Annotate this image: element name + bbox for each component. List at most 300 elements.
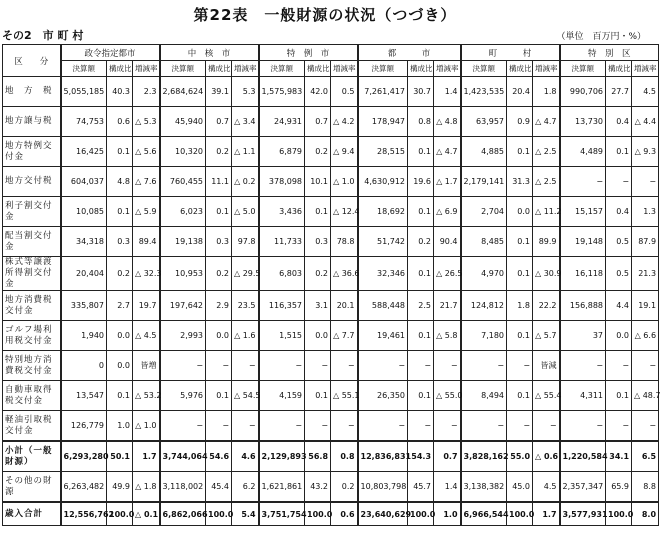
table-cell: △ 4.7 bbox=[434, 137, 461, 167]
table-cell: 16,118 bbox=[560, 257, 606, 291]
table-cell: △ 4.4 bbox=[632, 107, 659, 137]
header-group: 特 別 区 bbox=[560, 45, 659, 61]
table-cell: 4.6 bbox=[232, 441, 259, 472]
header-group: 町 村 bbox=[461, 45, 560, 61]
table-cell: 0.2 bbox=[206, 257, 232, 291]
row-label: 地 方 税 bbox=[3, 77, 61, 107]
table-cell: 5.3 bbox=[232, 77, 259, 107]
table-cell: 1.4 bbox=[434, 77, 461, 107]
table-cell: 19.6 bbox=[408, 167, 434, 197]
table-cell: 8,494 bbox=[461, 381, 507, 411]
header-subcolumn: 増減率 bbox=[434, 61, 461, 77]
table-cell: 27.7 bbox=[606, 77, 632, 107]
table-cell: 37 bbox=[560, 321, 606, 351]
table-cell: 6,966,544 bbox=[461, 502, 507, 526]
table-cell: 156,888 bbox=[560, 291, 606, 321]
table-cell: 1,515 bbox=[259, 321, 305, 351]
table-cell: 3,118,002 bbox=[160, 472, 206, 503]
table-row bbox=[3, 381, 659, 411]
table-cell: 3,744,064 bbox=[160, 441, 206, 472]
table-cell: 19,148 bbox=[560, 227, 606, 257]
table-cell: 0.4 bbox=[606, 107, 632, 137]
table-cell: − bbox=[232, 351, 259, 381]
table-cell: 21.7 bbox=[434, 291, 461, 321]
table-cell: 1.0 bbox=[434, 502, 461, 526]
table-cell: 54.6 bbox=[206, 441, 232, 472]
table-cell: 13,547 bbox=[61, 381, 107, 411]
table-cell: 0.1 bbox=[206, 197, 232, 227]
table-cell: 197,642 bbox=[160, 291, 206, 321]
table-cell: △ 0.6 bbox=[533, 441, 560, 472]
table-cell: 23,640,629 bbox=[358, 502, 408, 526]
table-cell: △ 4.2 bbox=[331, 107, 358, 137]
table-cell: △ 0.1 bbox=[133, 502, 160, 526]
row-label: 軽油引取税交付金 bbox=[3, 411, 61, 442]
header-subcolumn: 構成比 bbox=[206, 61, 232, 77]
table-cell: 20,404 bbox=[61, 257, 107, 291]
table-cell: △ 5.9 bbox=[133, 197, 160, 227]
table-cell: 1,423,535 bbox=[461, 77, 507, 107]
table-cell: △ 1.6 bbox=[232, 321, 259, 351]
table-cell: 1.3 bbox=[632, 197, 659, 227]
table-cell: 378,098 bbox=[259, 167, 305, 197]
table-cell: 0.0 bbox=[507, 197, 533, 227]
table-cell: 4,885 bbox=[461, 137, 507, 167]
table-row bbox=[3, 291, 659, 321]
table-cell: 51,742 bbox=[358, 227, 408, 257]
table-cell: 0.2 bbox=[305, 257, 331, 291]
table-cell: 0.4 bbox=[606, 197, 632, 227]
table-cell: 10,085 bbox=[61, 197, 107, 227]
table-cell: − bbox=[358, 411, 408, 442]
table-cell: 6.2 bbox=[232, 472, 259, 503]
table-cell: 19,138 bbox=[160, 227, 206, 257]
table-cell: − bbox=[606, 351, 632, 381]
table-cell: 0.1 bbox=[408, 197, 434, 227]
table-cell: △ 32.3 bbox=[133, 257, 160, 291]
table-cell: 56.8 bbox=[305, 441, 331, 472]
row-label: 地方特例交付金 bbox=[3, 137, 61, 167]
table-cell: △ 5.7 bbox=[533, 321, 560, 351]
table-cell: 8.8 bbox=[632, 472, 659, 503]
table-cell: 1.7 bbox=[533, 502, 560, 526]
table-header bbox=[3, 45, 659, 77]
table-cell: − bbox=[206, 411, 232, 442]
table-cell: 0.1 bbox=[606, 381, 632, 411]
table-cell: − bbox=[606, 411, 632, 442]
table-cell: 100.0 bbox=[606, 502, 632, 526]
table-cell: 23.5 bbox=[232, 291, 259, 321]
table-cell: 皆減 bbox=[533, 351, 560, 381]
table-cell: 0.5 bbox=[606, 227, 632, 257]
table-cell: 74,753 bbox=[61, 107, 107, 137]
table-cell: 87.9 bbox=[632, 227, 659, 257]
table-cell: − bbox=[305, 411, 331, 442]
table-cell: 34.1 bbox=[606, 441, 632, 472]
table-cell: − bbox=[560, 167, 606, 197]
table-cell: 皆増 bbox=[133, 351, 160, 381]
table-cell: 49.9 bbox=[107, 472, 133, 503]
table-row bbox=[3, 77, 659, 107]
table-cell: − bbox=[305, 351, 331, 381]
table-cell: 2,179,141 bbox=[461, 167, 507, 197]
table-cell: 15,157 bbox=[560, 197, 606, 227]
table-cell: 42.0 bbox=[305, 77, 331, 107]
header-subcolumn: 増減率 bbox=[632, 61, 659, 77]
table-cell: 4,159 bbox=[259, 381, 305, 411]
header-subcolumn: 決算額 bbox=[259, 61, 305, 77]
table-cell: △ 9.4 bbox=[331, 137, 358, 167]
general-revenue-table bbox=[2, 44, 659, 526]
table-cell: 4,489 bbox=[560, 137, 606, 167]
table-cell: 19.1 bbox=[632, 291, 659, 321]
table-cell: 2.9 bbox=[206, 291, 232, 321]
table-cell: 0.1 bbox=[507, 227, 533, 257]
table-cell: 2,357,347 bbox=[560, 472, 606, 503]
table-cell: − bbox=[259, 411, 305, 442]
table-cell: 2,704 bbox=[461, 197, 507, 227]
header-subcolumn: 増減率 bbox=[232, 61, 259, 77]
table-cell: 1.8 bbox=[507, 291, 533, 321]
table-cell: 31.3 bbox=[507, 167, 533, 197]
table-cell: 4.5 bbox=[632, 77, 659, 107]
table-cell: 28,515 bbox=[358, 137, 408, 167]
table-row bbox=[3, 257, 659, 291]
table-cell: 10.1 bbox=[305, 167, 331, 197]
table-cell: 65.9 bbox=[606, 472, 632, 503]
table-cell: − bbox=[461, 351, 507, 381]
table-cell: 0.1 bbox=[206, 381, 232, 411]
table-cell: △ 2.5 bbox=[533, 137, 560, 167]
table-cell: △ 4.7 bbox=[533, 107, 560, 137]
table-cell: 0.3 bbox=[206, 227, 232, 257]
table-cell: 54.3 bbox=[408, 441, 434, 472]
table-cell: 40.3 bbox=[107, 77, 133, 107]
table-cell: 1.0 bbox=[107, 411, 133, 442]
table-cell: 6,803 bbox=[259, 257, 305, 291]
table-cell: 2,684,624 bbox=[160, 77, 206, 107]
table-cell: 18,692 bbox=[358, 197, 408, 227]
table-cell: 8.0 bbox=[632, 502, 659, 526]
table-cell: △ 1.7 bbox=[434, 167, 461, 197]
table-cell: △ 5.8 bbox=[434, 321, 461, 351]
table-cell: 0.6 bbox=[331, 502, 358, 526]
table-body bbox=[3, 77, 659, 526]
table-cell: 0.1 bbox=[107, 381, 133, 411]
table-cell: 0.6 bbox=[107, 107, 133, 137]
table-cell: 3,138,382 bbox=[461, 472, 507, 503]
table-cell: 100.0 bbox=[107, 502, 133, 526]
table-cell: 5,976 bbox=[160, 381, 206, 411]
table-cell: △ 9.3 bbox=[632, 137, 659, 167]
table-cell: − bbox=[560, 411, 606, 442]
table-cell: △ 30.9 bbox=[533, 257, 560, 291]
table-cell: 90.4 bbox=[434, 227, 461, 257]
table-cell: 3.1 bbox=[305, 291, 331, 321]
table-cell: − bbox=[632, 167, 659, 197]
table-cell: △ 1.0 bbox=[331, 167, 358, 197]
table-cell: 0.5 bbox=[606, 257, 632, 291]
table-cell: 4.4 bbox=[606, 291, 632, 321]
table-cell: 32,346 bbox=[358, 257, 408, 291]
table-row bbox=[3, 502, 659, 526]
table-cell: − bbox=[560, 351, 606, 381]
table-row bbox=[3, 321, 659, 351]
row-label: 地方譲与税 bbox=[3, 107, 61, 137]
table-cell: 97.8 bbox=[232, 227, 259, 257]
table-cell: 1,621,861 bbox=[259, 472, 305, 503]
table-cell: 4,630,912 bbox=[358, 167, 408, 197]
table-cell: − bbox=[206, 351, 232, 381]
table-cell: 12,556,762 bbox=[61, 502, 107, 526]
table-cell: 30.7 bbox=[408, 77, 434, 107]
table-cell: 0.0 bbox=[107, 321, 133, 351]
table-cell: − bbox=[358, 351, 408, 381]
table-cell: △ 5.0 bbox=[232, 197, 259, 227]
header-group: 中 核 市 bbox=[160, 45, 259, 61]
table-cell: 0.1 bbox=[408, 381, 434, 411]
table-cell: 2.3 bbox=[133, 77, 160, 107]
table-cell: △ 6.9 bbox=[434, 197, 461, 227]
table-cell: 0.3 bbox=[305, 227, 331, 257]
table-cell: 2,993 bbox=[160, 321, 206, 351]
table-cell: 3,751,754 bbox=[259, 502, 305, 526]
row-label: 利子割交付金 bbox=[3, 197, 61, 227]
table-cell: − bbox=[160, 351, 206, 381]
table-cell: △ 2.5 bbox=[533, 167, 560, 197]
table-cell: 0.1 bbox=[507, 257, 533, 291]
table-cell: 43.2 bbox=[305, 472, 331, 503]
table-cell: △ 7.6 bbox=[133, 167, 160, 197]
table-cell: 100.0 bbox=[305, 502, 331, 526]
row-label: 自動車取得税交付金 bbox=[3, 381, 61, 411]
table-cell: 0.3 bbox=[107, 227, 133, 257]
header-group: 特 例 市 bbox=[259, 45, 358, 61]
table-cell: 100.0 bbox=[408, 502, 434, 526]
table-row bbox=[3, 472, 659, 503]
table-cell: − bbox=[259, 351, 305, 381]
table-cell: − bbox=[160, 411, 206, 442]
table-subtitle: その2 市 町 村 bbox=[2, 29, 84, 42]
header-subcolumn: 決算額 bbox=[160, 61, 206, 77]
table-cell: 1.4 bbox=[434, 472, 461, 503]
table-cell: 178,947 bbox=[358, 107, 408, 137]
table-cell: 990,706 bbox=[560, 77, 606, 107]
table-cell: 1.7 bbox=[133, 441, 160, 472]
table-cell: 116,357 bbox=[259, 291, 305, 321]
table-cell: 4.8 bbox=[107, 167, 133, 197]
table-cell: 89.4 bbox=[133, 227, 160, 257]
table-cell: 13,730 bbox=[560, 107, 606, 137]
table-cell: 50.1 bbox=[107, 441, 133, 472]
table-cell: 20.1 bbox=[331, 291, 358, 321]
table-cell: 21.3 bbox=[632, 257, 659, 291]
table-row bbox=[3, 411, 659, 442]
table-cell: △ 11.2 bbox=[533, 197, 560, 227]
table-cell: 4,311 bbox=[560, 381, 606, 411]
row-label: 地方消費税交付金 bbox=[3, 291, 61, 321]
table-cell: △ 29.5 bbox=[232, 257, 259, 291]
table-cell: 5,055,185 bbox=[61, 77, 107, 107]
table-cell: △ 4.5 bbox=[133, 321, 160, 351]
table-cell: △ 55.0 bbox=[434, 381, 461, 411]
table-cell: △ 4.8 bbox=[434, 107, 461, 137]
table-cell: 0.9 bbox=[507, 107, 533, 137]
table-cell: 3,828,162 bbox=[461, 441, 507, 472]
row-label: ゴルフ場利用税交付金 bbox=[3, 321, 61, 351]
table-cell: 3,577,931 bbox=[560, 502, 606, 526]
header-subcolumn: 構成比 bbox=[507, 61, 533, 77]
table-row bbox=[3, 107, 659, 137]
table-cell: 16,425 bbox=[61, 137, 107, 167]
table-cell: 335,807 bbox=[61, 291, 107, 321]
table-cell: △ 54.5 bbox=[232, 381, 259, 411]
table-cell: 0.1 bbox=[305, 197, 331, 227]
header-subcolumn: 増減率 bbox=[331, 61, 358, 77]
table-cell: 100.0 bbox=[206, 502, 232, 526]
table-cell: 6,023 bbox=[160, 197, 206, 227]
row-label: 小計（一般財源） bbox=[3, 441, 61, 472]
table-cell: △ 3.4 bbox=[232, 107, 259, 137]
table-cell: 7,261,417 bbox=[358, 77, 408, 107]
table-row bbox=[3, 137, 659, 167]
table-cell: 55.0 bbox=[507, 441, 533, 472]
table-cell: △ 55.1 bbox=[331, 381, 358, 411]
table-cell: − bbox=[331, 411, 358, 442]
table-cell: 0 bbox=[61, 351, 107, 381]
table-row bbox=[3, 351, 659, 381]
header-category: 区 分 bbox=[3, 45, 61, 77]
table-cell: 89.9 bbox=[533, 227, 560, 257]
table-cell: 2.7 bbox=[107, 291, 133, 321]
table-cell: 0.5 bbox=[331, 77, 358, 107]
table-cell: 0.2 bbox=[305, 137, 331, 167]
table-cell: △ 5.6 bbox=[133, 137, 160, 167]
table-cell: 1,575,983 bbox=[259, 77, 305, 107]
table-cell: 34,318 bbox=[61, 227, 107, 257]
header-group: 都 市 bbox=[358, 45, 461, 61]
table-cell: 0.7 bbox=[305, 107, 331, 137]
table-cell: 1,940 bbox=[61, 321, 107, 351]
table-cell: − bbox=[632, 411, 659, 442]
table-cell: 6,263,482 bbox=[61, 472, 107, 503]
table-cell: − bbox=[408, 351, 434, 381]
table-cell: − bbox=[232, 411, 259, 442]
table-cell: △ 55.4 bbox=[533, 381, 560, 411]
table-cell: 0.1 bbox=[408, 321, 434, 351]
table-cell: 11.1 bbox=[206, 167, 232, 197]
table-cell: 0.2 bbox=[206, 137, 232, 167]
table-cell: 39.1 bbox=[206, 77, 232, 107]
table-cell: − bbox=[507, 411, 533, 442]
table-cell: 4.5 bbox=[533, 472, 560, 503]
header-subcolumn: 増減率 bbox=[533, 61, 560, 77]
table-cell: 22.2 bbox=[533, 291, 560, 321]
header-subcolumn: 決算額 bbox=[61, 61, 107, 77]
table-cell: − bbox=[606, 167, 632, 197]
table-cell: − bbox=[632, 351, 659, 381]
table-cell: 2.5 bbox=[408, 291, 434, 321]
table-cell: 45.0 bbox=[507, 472, 533, 503]
table-cell: 2,129,893 bbox=[259, 441, 305, 472]
table-cell: 20.4 bbox=[507, 77, 533, 107]
table-cell: − bbox=[507, 351, 533, 381]
table-cell: 45,940 bbox=[160, 107, 206, 137]
table-cell: 0.1 bbox=[408, 137, 434, 167]
table-cell: 45.7 bbox=[408, 472, 434, 503]
table-cell: △ 1.0 bbox=[133, 411, 160, 442]
header-subcolumn: 構成比 bbox=[606, 61, 632, 77]
table-cell: △ 48.7 bbox=[632, 381, 659, 411]
table-cell: 0.2 bbox=[107, 257, 133, 291]
table-cell: 100.0 bbox=[507, 502, 533, 526]
table-cell: 0.1 bbox=[507, 137, 533, 167]
header-subcolumn: 決算額 bbox=[560, 61, 606, 77]
table-cell: 0.7 bbox=[434, 441, 461, 472]
table-cell: 0.0 bbox=[206, 321, 232, 351]
table-cell: 0.7 bbox=[206, 107, 232, 137]
header-subcolumn: 構成比 bbox=[107, 61, 133, 77]
table-cell: △ 0.2 bbox=[232, 167, 259, 197]
table-cell: 0.2 bbox=[408, 227, 434, 257]
table-cell: 0.1 bbox=[507, 321, 533, 351]
table-cell: 760,455 bbox=[160, 167, 206, 197]
table-cell: △ 5.3 bbox=[133, 107, 160, 137]
table-cell: 0.0 bbox=[305, 321, 331, 351]
row-label: 特別地方消費税交付金 bbox=[3, 351, 61, 381]
table-cell: △ 53.2 bbox=[133, 381, 160, 411]
table-row bbox=[3, 167, 659, 197]
row-label: その他の財源 bbox=[3, 472, 61, 503]
table-cell: 126,779 bbox=[61, 411, 107, 442]
table-cell: 63,957 bbox=[461, 107, 507, 137]
table-cell: 0.1 bbox=[408, 257, 434, 291]
header-subcolumn: 決算額 bbox=[358, 61, 408, 77]
header-group: 政令指定都市 bbox=[61, 45, 160, 61]
table-cell: − bbox=[461, 411, 507, 442]
table-cell: 78.8 bbox=[331, 227, 358, 257]
table-cell: 10,320 bbox=[160, 137, 206, 167]
table-cell: 0.1 bbox=[507, 381, 533, 411]
unit-label: （単位 百万円・%） bbox=[556, 32, 646, 42]
table-cell: △ 36.6 bbox=[331, 257, 358, 291]
table-cell: △ 26.5 bbox=[434, 257, 461, 291]
table-cell: 10,803,798 bbox=[358, 472, 408, 503]
table-cell: 0.8 bbox=[331, 441, 358, 472]
row-label: 株式等譲渡所得割交付金 bbox=[3, 257, 61, 291]
table-cell: 6,879 bbox=[259, 137, 305, 167]
table-cell: △ 6.6 bbox=[632, 321, 659, 351]
table-cell: 24,931 bbox=[259, 107, 305, 137]
table-cell: 6,862,066 bbox=[160, 502, 206, 526]
table-cell: 12,836,831 bbox=[358, 441, 408, 472]
table-cell: 6.5 bbox=[632, 441, 659, 472]
table-cell: 5.4 bbox=[232, 502, 259, 526]
table-row bbox=[3, 227, 659, 257]
table-cell: 0.1 bbox=[107, 197, 133, 227]
table-cell: 26,350 bbox=[358, 381, 408, 411]
table-row bbox=[3, 197, 659, 227]
table-cell: 0.1 bbox=[606, 137, 632, 167]
row-label: 歳入合計 bbox=[3, 502, 61, 526]
header-subcolumn: 決算額 bbox=[461, 61, 507, 77]
table-cell: △ 12.4 bbox=[331, 197, 358, 227]
table-cell: − bbox=[408, 411, 434, 442]
table-cell: 588,448 bbox=[358, 291, 408, 321]
table-cell: 0.8 bbox=[408, 107, 434, 137]
table-cell: 8,485 bbox=[461, 227, 507, 257]
table-cell: 45.4 bbox=[206, 472, 232, 503]
